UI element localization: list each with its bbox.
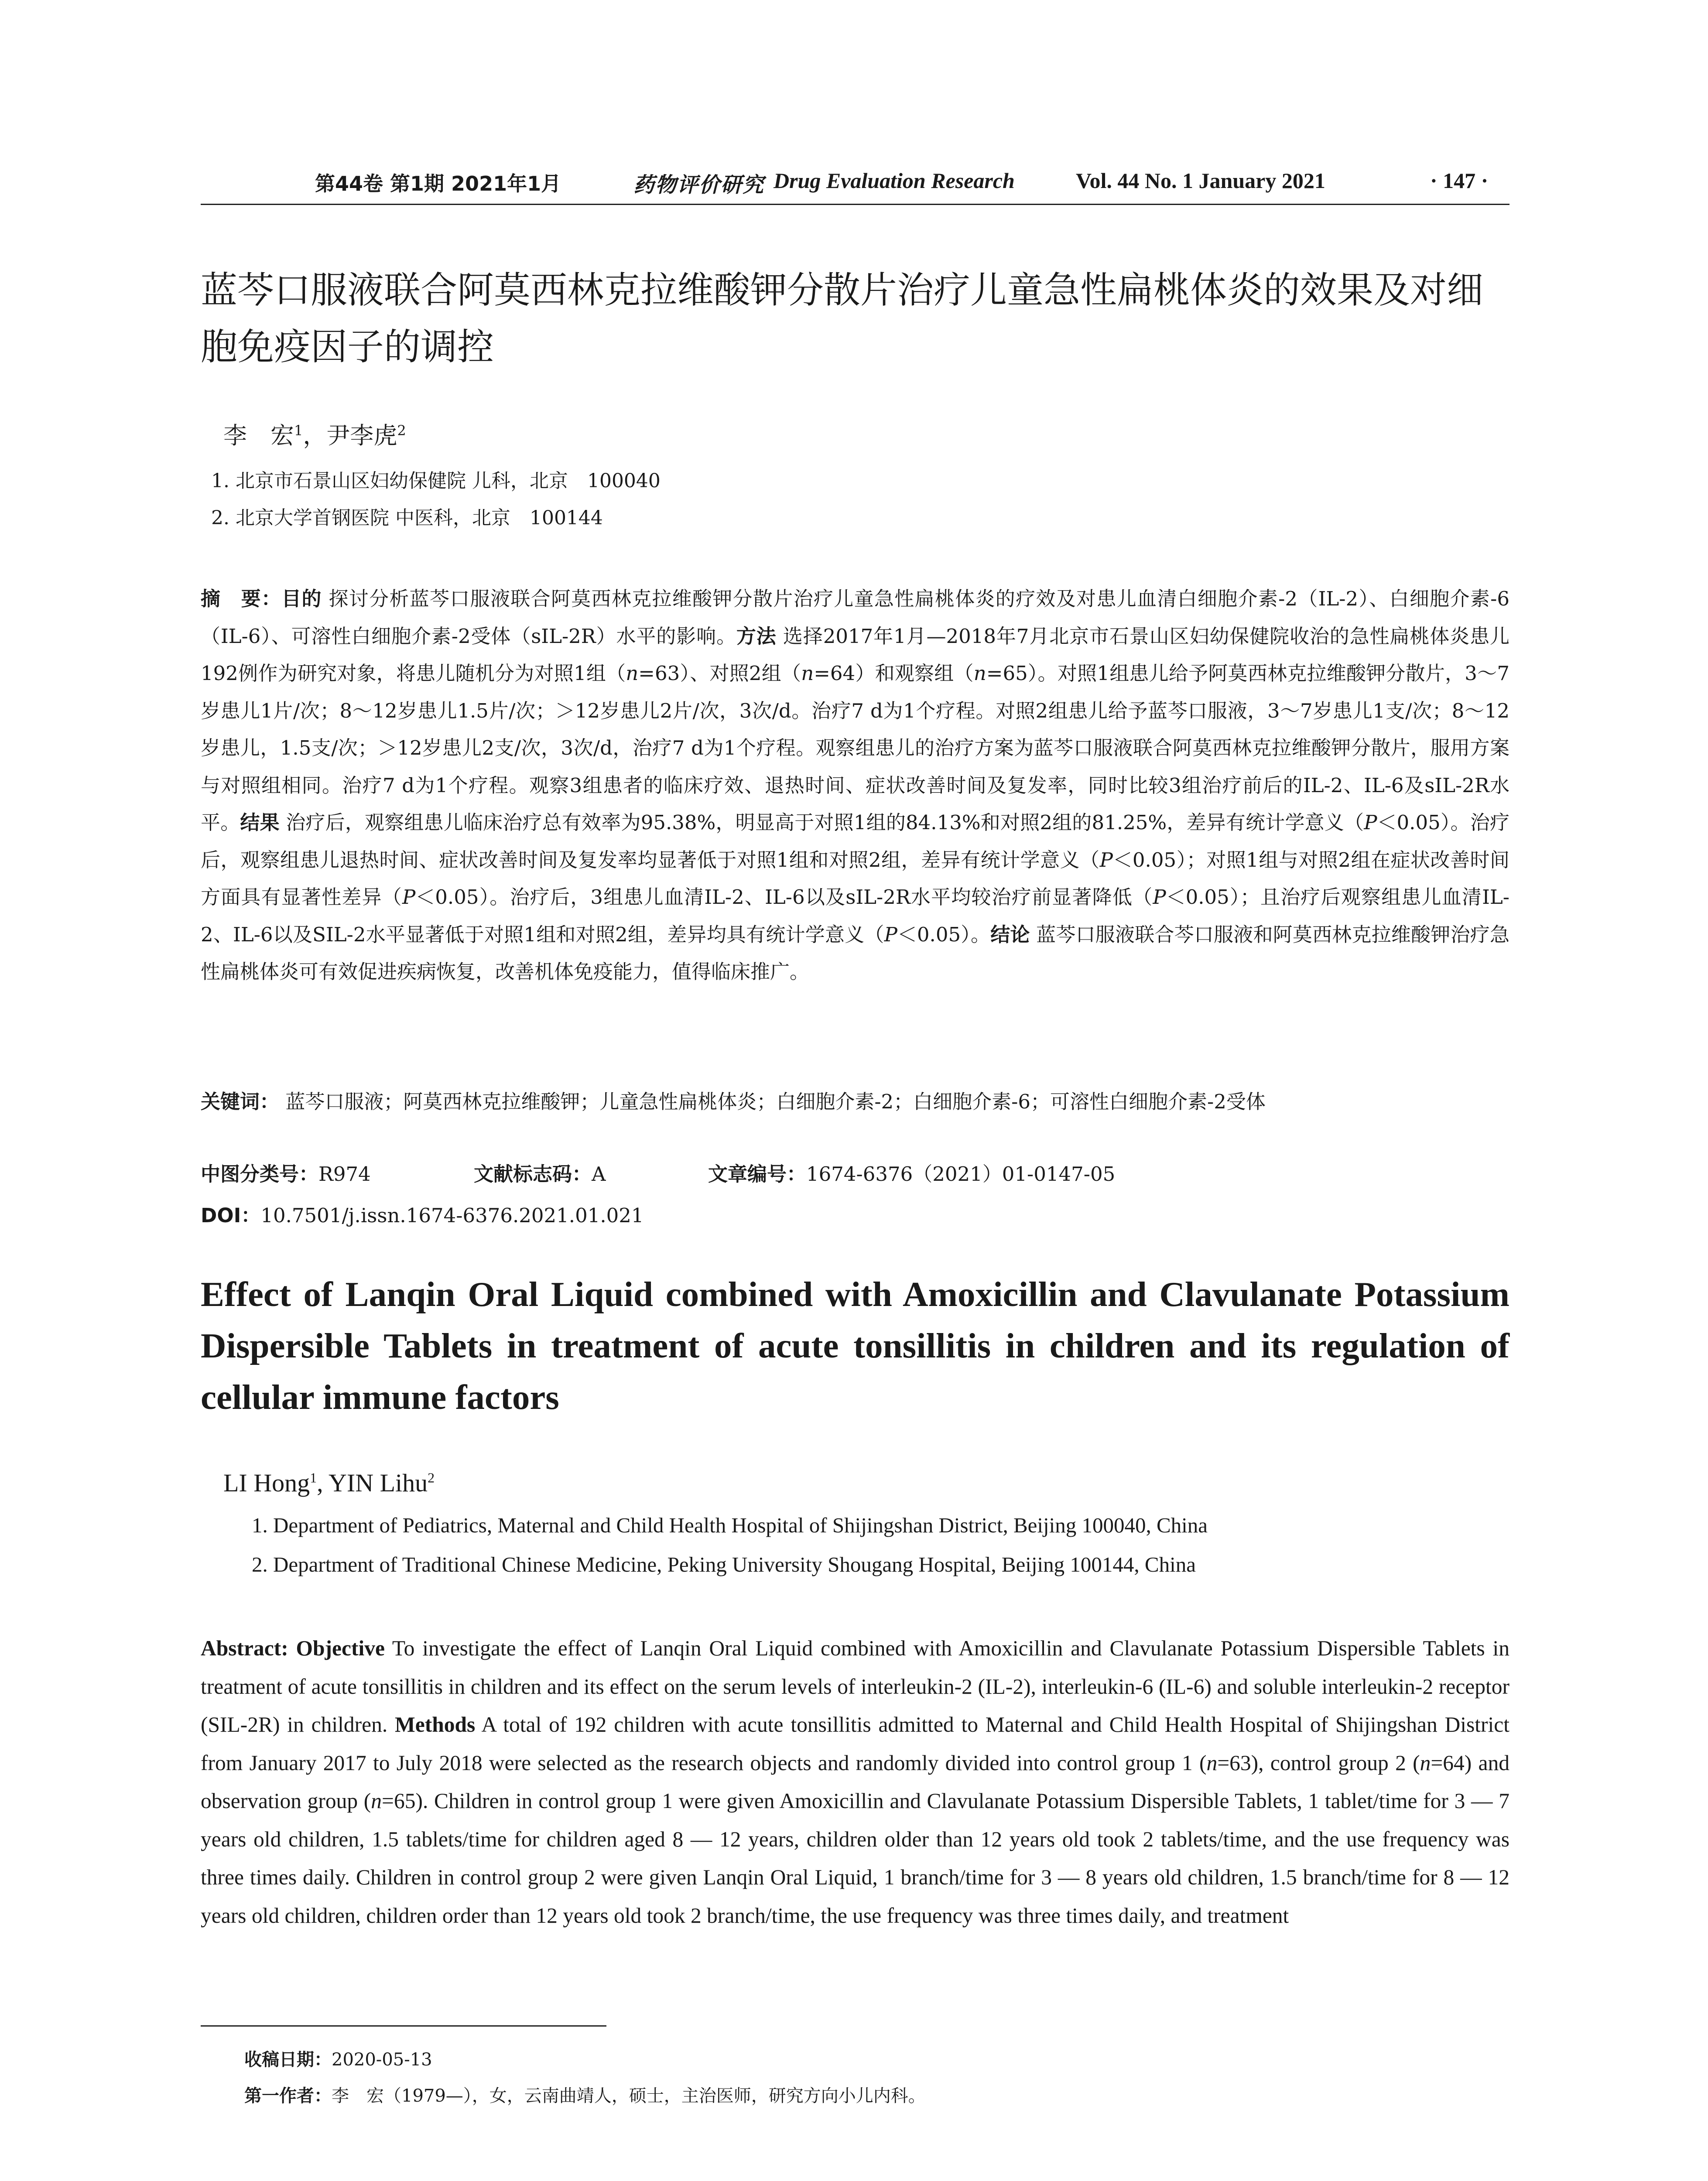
header-volume-en: Vol. 44 No. 1 January 2021: [1076, 168, 1325, 193]
author-2-en-sup: 2: [428, 1470, 435, 1486]
article-number-field: [708, 1158, 1115, 1186]
footnote-received-value: 2020-05-13: [332, 2050, 432, 2070]
abstract-en-objective-label: Objective: [296, 1636, 385, 1660]
abstract-cn-n1: n: [626, 662, 639, 685]
abstract-en-objective: To investigate the effect of Lanqin Oral Liquid combined with Amoxicillin and Clavulanate Potassium Dispersible Tablets in treatment of acute tonsillitis in children and its effect on the serum levels of interleukin-2 (IL-2), interleukin-6 (IL-6) and soluble interleukin-2 receptor (SIL-2R) in children.: [201, 1636, 1510, 1737]
doi-label: DOI：: [201, 1204, 261, 1227]
doi-value: 10.7501/j.issn.1674-6376.2021.01.021: [260, 1204, 644, 1227]
header-divider: [201, 204, 1509, 205]
author-1-en: LI Hong: [223, 1469, 310, 1497]
footnote-received-date: [244, 2046, 432, 2071]
affiliation-cn-2: 2. 北京大学首钢医院 中医科，北京 100144: [211, 507, 603, 529]
abstract-cn-n2: n: [801, 662, 814, 685]
abstract-cn-methods-3: =64）和观察组（: [814, 662, 974, 685]
author-2-en: YIN Lihu: [329, 1469, 428, 1497]
header-volume-cn: 第44卷 第1期 2021年1月: [315, 172, 561, 195]
clc-label: 中图分类号：: [201, 1162, 319, 1186]
abstract-cn-p4: P: [1153, 885, 1166, 909]
abstract-cn-methods-2: =63）、对照2组（: [638, 662, 801, 685]
clc-value: R974: [318, 1162, 371, 1186]
abstract-cn-n3: n: [973, 662, 986, 685]
article-number-value: 1674-6376（2021）01-0147-05: [806, 1162, 1116, 1186]
authors-en: [223, 1468, 435, 1497]
author-1-cn-sup: 1: [294, 422, 303, 439]
keywords-cn: [201, 1083, 1509, 1120]
title-en: Effect of Lanqin Oral Liquid combined with Amoxicillin and Clavulanate Potassium Dispersible Tablets in treatment of acute tonsillitis in children and its regulation of cellular immune factors: [201, 1275, 1509, 1417]
abstract-cn-methods-4: =65）。对照1组患儿给予阿莫西林克拉维酸钾分散片，3～7岁患儿1片/次；8～12岁患儿1.5片/次；＞12岁患儿2片/次，3次/d。治疗7 d为1个疗程。对照2组患儿给予蓝芩口服液，3～7岁患儿1支/次；8～12岁患儿，1.5支/次；＞12岁患儿2支/次，3次/d，治疗7 d为1个疗程。观察组患儿的治疗方案为蓝芩口服液联合阿莫西林克拉维酸钾分散片，服用方案与对照组相同。治疗7 d为1个疗程。观察3组患者的临床疗效、退热时间、症状改善时间及复发率，同时比较3组治疗前后的IL-2、IL-6及sIL-2R水平。: [201, 662, 1509, 834]
author-1-cn: 李 宏: [223, 422, 294, 449]
abstract-en-methods-label: Methods: [395, 1713, 476, 1737]
header-journal-en: Drug Evaluation Research: [774, 168, 1015, 193]
article-number-label: 文章编号：: [708, 1162, 807, 1186]
abstract-en-methods-3: =64) and observation group (: [201, 1750, 1509, 1813]
journal-logo: 药物评价研究: [633, 173, 765, 197]
keywords-cn-text: 蓝芩口服液；阿莫西林克拉维酸钾；儿童急性扁桃体炎；白细胞介素-2；白细胞介素-6；可溶性白细胞介素-2受体: [279, 1090, 1266, 1113]
abstract-cn-objective: 探讨分析蓝芩口服液联合阿莫西林克拉维酸钾分散片治疗儿童急性扁桃体炎的疗效及对患儿血清白细胞介素-2（IL-2）、白细胞介素-6（IL-6）、可溶性白细胞介素-2受体（sIL-2R）水平的影响。: [201, 587, 1509, 648]
abstract-cn-results-label: 结果: [240, 811, 280, 834]
clc-field: [201, 1158, 371, 1186]
abstract-cn-results-2: ＜0.05）。治疗后，观察组患儿退热时间、症状改善时间及复发率均显著低于对照1组和对照2组，差异有统计学意义（: [201, 811, 1509, 872]
abstract-cn-p1: P: [1364, 811, 1377, 834]
abstract-cn-methods-1: 选择2017年1月—2018年7月北京市石景山区妇幼保健院收治的急性扁桃体炎患儿192例作为研究对象，将患儿随机分为对照1组（: [201, 624, 1509, 685]
author-2-cn-sup: 2: [397, 422, 406, 439]
abstract-en-n2: n: [1420, 1750, 1431, 1775]
affiliation-cn-1: 1. 北京市石景山区妇幼保健院 儿科，北京 100040: [211, 470, 661, 492]
abstract-cn-p5: P: [884, 923, 897, 946]
abstract-cn-results-4: ＜0.05）。治疗后，3组患儿血清IL-2、IL-6以及sIL-2R水平均较治疗前显著降低（: [415, 885, 1153, 909]
author-separator-cn: ，: [303, 422, 327, 449]
author-1-en-sup: 1: [310, 1470, 317, 1486]
abstract-cn-p2: P: [1099, 848, 1113, 872]
abstract-cn-conclusion-label: 结论: [990, 923, 1030, 946]
affiliation-en-1: 1. Department of Pediatrics, Maternal and Child Health Hospital of Shijingshan District, Beijing 100040, China: [252, 1513, 1208, 1537]
abstract-cn-conclusion: 蓝芩口服液联合芩口服液和阿莫西林克拉维酸钾治疗急性扁桃体炎可有效促进疾病恢复，改善机体免疫能力，值得临床推广。: [201, 923, 1509, 983]
header-page-number: · 147 ·: [1430, 168, 1489, 193]
abstract-cn: [201, 580, 1509, 991]
author-separator-en: ,: [317, 1469, 329, 1497]
abstract-en-methods-4: =65). Children in control group 1 were given Amoxicillin and Clavulanate Potassium Dispersible Tablets, 1 tablet/time for 3 — 7 years old children, 1.5 tablets/time for children aged 8 — 12 years, children older than 12 years old took 2 tablets/time, and the use frequency was three times daily. Children in control group 2 were given Lanqin Oral Liquid, 1 branch/time for 3 — 8 years old children, 1.5 branch/time for 8 — 12 years old children, children order than 12 years old took 2 branch/time, the use frequency was three times daily, and treatment: [201, 1789, 1509, 1928]
running-header: [201, 168, 1509, 207]
footnote-first-author: [244, 2082, 926, 2107]
abstract-en: [201, 1629, 1509, 1935]
footnote-divider: [201, 2025, 606, 2027]
abstract-cn-objective-label: 目的: [281, 587, 322, 610]
affiliation-en-2: 2. Department of Traditional Chinese Medicine, Peking University Shougang Hospital, Beijing 100144, China: [252, 1552, 1196, 1576]
footnote-first-author-label: 第一作者：: [244, 2086, 332, 2106]
abstract-cn-results-6: ＜0.05）。: [897, 923, 991, 946]
doi-line: [201, 1200, 644, 1228]
abstract-en-n1: n: [1206, 1750, 1218, 1775]
abstract-cn-methods-label: 方法: [736, 624, 777, 648]
authors-cn: [223, 417, 406, 451]
doc-code-label: 文献标志码：: [474, 1162, 592, 1186]
abstract-cn-results-5: ＜0.05）；且治疗后观察组患儿血清IL-2、IL-6以及SIL-2水平显著低于对照1组和对照2组，差异均具有统计学意义（: [201, 885, 1509, 946]
abstract-cn-results-3: ＜0.05）；对照1组与对照2组在症状改善时间方面具有显著性差异（: [201, 848, 1509, 909]
abstract-en-methods-2: =63), control group 2 (: [1217, 1750, 1420, 1775]
abstract-en-n3: n: [371, 1789, 382, 1813]
keywords-cn-label: 关键词：: [201, 1090, 280, 1113]
title-cn: 蓝芩口服液联合阿莫西林克拉维酸钾分散片治疗儿童急性扁桃体炎的效果及对细胞免疫因子的调控: [201, 269, 1484, 368]
abstract-cn-label: 摘 要：: [201, 587, 282, 610]
abstract-cn-results-1: 治疗后，观察组患儿临床治疗总有效率为95.38%，明显高于对照1组的84.13%和对照2组的81.25%，差异有统计学意义（: [279, 811, 1364, 834]
author-2-cn: 尹李虎: [326, 422, 397, 449]
abstract-cn-p3: P: [402, 885, 416, 909]
abstract-en-label: Abstract:: [201, 1636, 288, 1660]
abstract-en-methods-1: A total of 192 children with acute tonsillitis admitted to Maternal and Child Health Hospital of Shijingshan District from January 2017 to July 2018 were selected as the research objects and randomly divided into control group 1 (: [201, 1713, 1510, 1775]
doc-code-field: [474, 1158, 606, 1186]
footnote-first-author-value: 李 宏（1979—），女，云南曲靖人，硕士，主治医师，研究方向小儿内科。: [332, 2086, 926, 2106]
doc-code-value: A: [592, 1162, 606, 1186]
footnote-received-label: 收稿日期：: [244, 2050, 332, 2070]
